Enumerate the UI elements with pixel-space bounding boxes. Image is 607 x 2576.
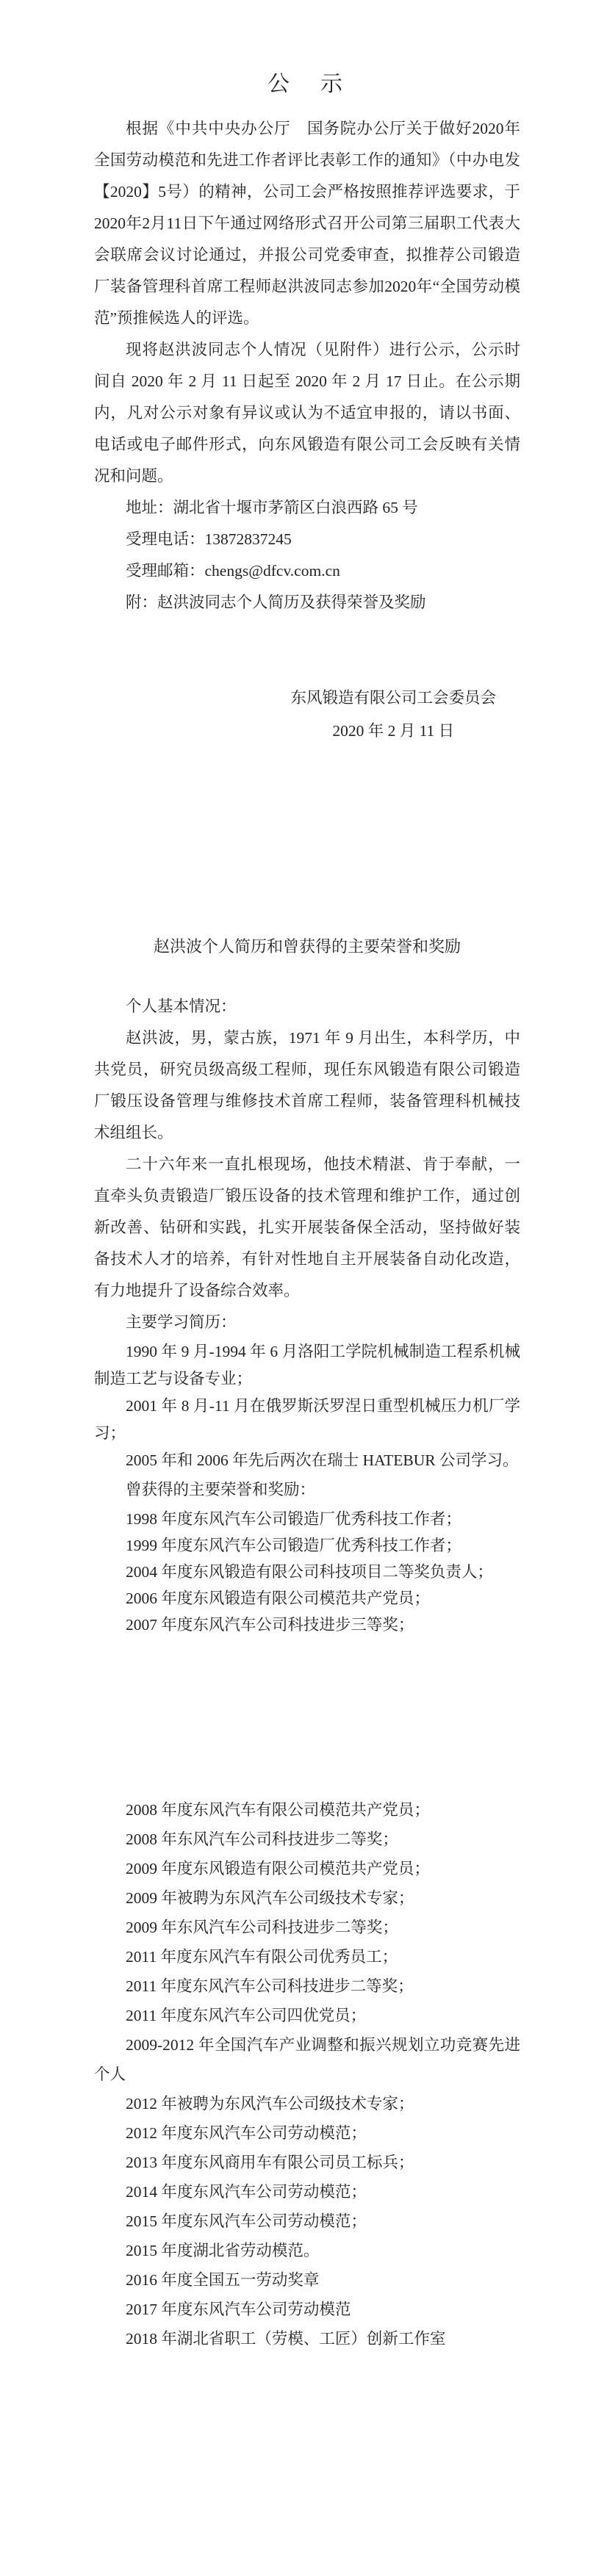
section-label-awards: 曾获得的主要荣誉和奖励： — [126, 1481, 316, 1498]
education-item: 2001 年 8 月-11 月在俄罗斯沃罗涅日重型机械压力机厂学习； — [94, 1397, 520, 1442]
award-item: 2015 年度东风汽车公司劳动模范； — [126, 2212, 367, 2230]
signature-inner — [290, 682, 496, 748]
award-item: 2008 年度东风汽车有限公司模范共产党员； — [126, 1801, 430, 1819]
award-item: 2009-2012 年全国汽车产业调整和振兴规划立功竞赛先进个人 — [94, 2036, 520, 2083]
award-item: 2008 年东风汽车公司科技进步二等奖； — [126, 1830, 398, 1848]
award-item: 2017 年度东风汽车公司劳动模范 — [126, 2301, 351, 2318]
address-line: 地址：湖北省十堰市茅箭区白浪西路 65 号 — [126, 499, 418, 516]
resume-paragraph-2: 二十六年来一直扎根现场，他技术精湛、肯于奉献，一直牵头负责锻造厂锻压设备的技术管理和维护工作，通过创新改善、钻研和实践，扎实开展装备保全活动，坚持做好装备技术人才的培养，有针对性地自主开展装备自动化改造，有力地提升了设备综合效率。 — [94, 1155, 520, 1299]
award-item: 2014 年度东风汽车公司劳动模范； — [126, 2183, 367, 2201]
resume-paragraph-1: 赵洪波，男，蒙古族，1971 年 9 月出生，本科学历，中共党员，研究员级高级工程师，现任东风锻造有限公司锻造厂锻压设备管理与维修技术首席工程师，装备管理科机械技术组组长。 — [94, 1029, 520, 1141]
email-line: 受理邮箱：chengs@dfcv.com.cn — [126, 562, 340, 580]
award-item: 2011 年度东风汽车公司四优党员； — [126, 2007, 367, 2024]
page-3-content — [94, 1795, 520, 2353]
award-item: 2007 年度东风汽车公司科技进步三等奖； — [126, 1616, 414, 1634]
award-item: 2004 年度东风锻造有限公司科技项目二等奖负责人； — [126, 1563, 493, 1581]
page-1-content — [94, 71, 520, 748]
education-item: 2005 年和 2006 年先后两次在瑞士 HATEBUR 公司学习。 — [126, 1451, 519, 1469]
award-item: 2018 年湖北省职工（劳模、工匠）创新工作室 — [126, 2330, 446, 2348]
award-item: 2009 年被聘为东风汽车公司级技术专家； — [126, 1889, 414, 1907]
issue-date: 2020 年 2 月 11 日 — [332, 722, 455, 740]
award-item: 2016 年度全国五一劳动奖章 — [126, 2271, 320, 2289]
award-item: 1999 年度东风汽车公司锻造厂优秀科技工作者； — [126, 1537, 461, 1554]
award-item: 2012 年被聘为东风汽车公司级技术专家； — [126, 2095, 414, 2113]
notice-paragraph-2: 现将赵洪波同志个人情况（见附件）进行公示，公示时间自 2020 年 2 月 11 日起至 2020 年 2 月 17 日止。在公示期内，凡对公示对象有异议或认为不适宜申报的，请以书面、电话或电子邮件形式，向东风锻造有限公司工会反映有关情况和问题。 — [94, 341, 520, 485]
award-item: 2013 年度东风商用车有限公司员工标兵； — [126, 2154, 414, 2171]
attachment-note-line: 附：赵洪波同志个人简历及获得荣誉及奖励 — [126, 594, 426, 611]
page-3 — [0, 1717, 607, 2576]
award-item: 2011 年度东风汽车公司科技进步二等奖； — [126, 1977, 414, 1995]
notice-title: 公 示 — [267, 72, 347, 96]
award-item: 2009 年度东风锻造有限公司模范共产党员； — [126, 1860, 430, 1877]
phone-line: 受理电话：13872837245 — [126, 530, 292, 548]
award-item: 2009 年东风汽车公司科技进步二等奖； — [126, 1919, 398, 1936]
notice-paragraph-1: 根据《中共中央办公厅 国务院办公厅关于做好2020年全国劳动模范和先进工作者评比表彰工作的通知》（中办电发【2020】5号）的精神，公司工会严格按照推荐评选要求，于2020年2月11日下午通过网络形式召开公司第三届职工代表大会联席会议讨论通过，并报公司党委审查，拟推荐公司锻造厂装备管理科首席工程师赵洪波同志参加2020年“全国劳动模范”预推候选人的评选。 — [94, 120, 520, 327]
attachment-title: 赵洪波个人简历和曾获得的主要荣誉和奖励 — [153, 937, 461, 956]
issuer-name: 东风锻造有限公司工会委员会 — [290, 689, 496, 707]
page-1 — [0, 0, 607, 859]
section-label-basic-info: 个人基本情况： — [126, 997, 237, 1015]
section-label-education: 主要学习简历： — [126, 1313, 237, 1331]
education-item: 1990 年 9 月-1994 年 6 月洛阳工学院机械制造工程系机械制造工艺与设备专业； — [94, 1343, 520, 1388]
award-item: 2015 年度湖北省劳动模范。 — [126, 2242, 320, 2259]
page-2 — [0, 859, 607, 1717]
award-item: 2012 年度东风汽车公司劳动模范； — [126, 2124, 367, 2142]
award-item: 2011 年度东风汽车有限公司优秀员工； — [126, 1948, 398, 1966]
award-item: 2006 年度东风锻造有限公司模范共产党员； — [126, 1590, 430, 1607]
award-item: 1998 年度东风汽车公司锻造厂优秀科技工作者； — [126, 1510, 461, 1528]
signature-block — [94, 682, 496, 748]
page-2-content — [94, 935, 520, 1638]
